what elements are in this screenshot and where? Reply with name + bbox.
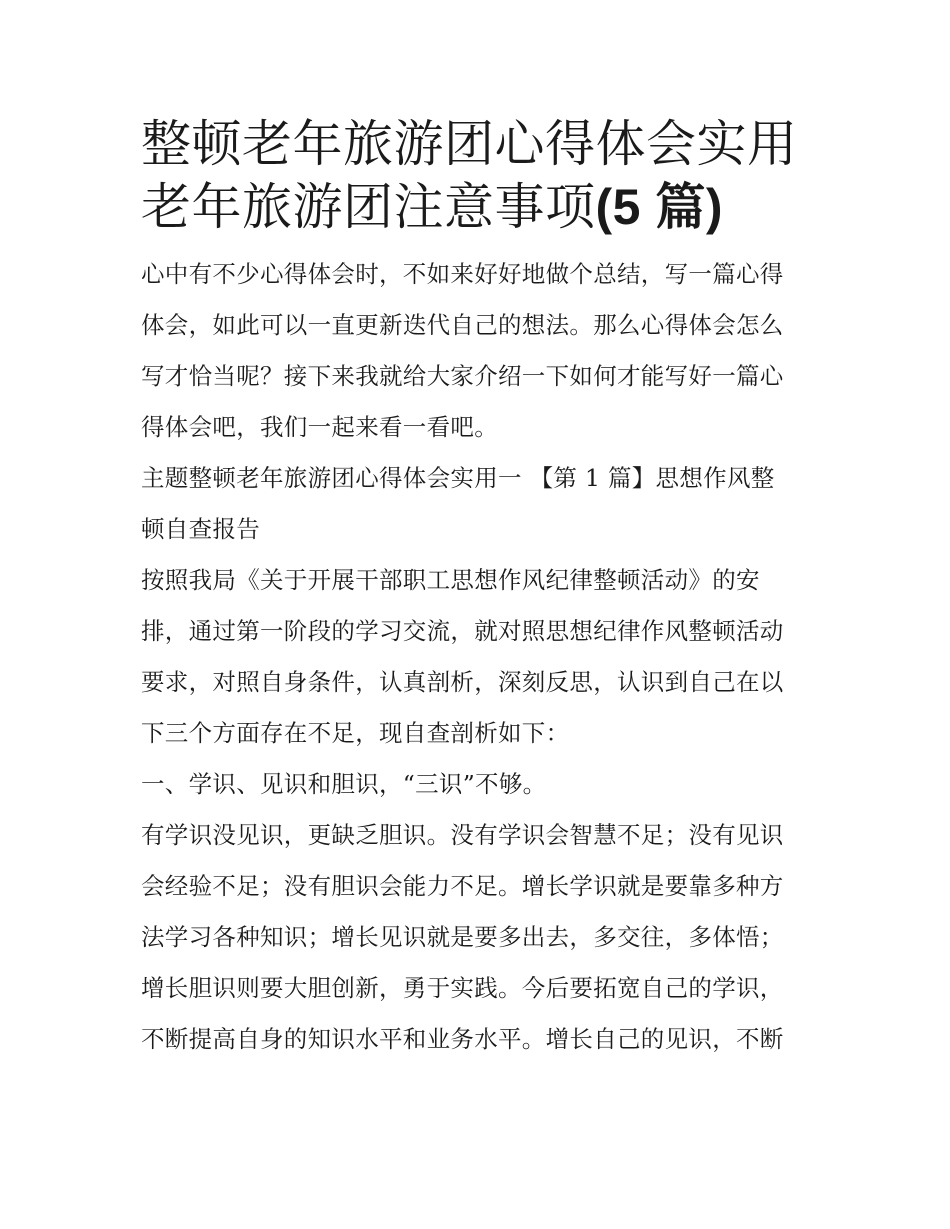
paragraph-line: 排，通过第一阶段的学习交流，就对照思想纪律作风整顿活动 <box>141 617 784 645</box>
section-heading-paragraph <box>141 453 813 555</box>
paragraph-line: 增长胆识则要大胆创新，勇于实践。今后要拓宽自己的学识， <box>141 974 784 1002</box>
report-intro-paragraph <box>141 555 813 759</box>
title-line-1: 整顿老年旅游团心得体会实用 <box>141 115 798 173</box>
body-paragraph <box>141 810 813 1065</box>
paragraph-line: 不断提高自身的知识水平和业务水平。增长自己的见识，不断 <box>141 1025 784 1053</box>
paragraph-line: 下三个方面存在不足，现自查剖析如下： <box>141 719 570 747</box>
paragraph-line: 要求，对照自身条件，认真剖析，深刻反思，认识到自己在以 <box>141 668 784 696</box>
paragraph-line: 一、学识、见识和胆识，“三识”不够。 <box>141 770 547 798</box>
paragraph-line: 心中有不少心得体会时，不如来好好地做个总结，写一篇心得 <box>141 260 784 288</box>
paragraph-line: 主题整顿老年旅游团心得体会实用一 【第 1 篇】思想作风整 <box>141 464 775 492</box>
paragraph-line: 按照我局《关于开展干部职工思想作风纪律整顿活动》的安 <box>141 566 760 594</box>
paragraph-line: 会经验不足；没有胆识会能力不足。增长学识就是要靠多种方 <box>141 872 784 900</box>
title-line-2-text: 老年旅游团注意事项 <box>141 178 596 236</box>
paragraph-line: 体会，如此可以一直更新迭代自己的想法。那么心得体会怎么 <box>141 311 784 339</box>
document-body <box>141 113 813 1065</box>
title-article-count: (5 篇) <box>595 179 723 235</box>
paragraph-line: 法学习各种知识；增长见识就是要多出去，多交往，多体悟； <box>141 923 784 951</box>
document-title <box>141 113 813 239</box>
paragraph-line: 有学识没见识，更缺乏胆识。没有学识会智慧不足；没有见识 <box>141 821 784 849</box>
title-line-2 <box>141 176 813 239</box>
paragraph-line: 得体会吧，我们一起来看一看吧。 <box>141 413 498 441</box>
intro-paragraph <box>141 249 813 453</box>
paragraph-line: 顿自查报告 <box>141 515 260 543</box>
paragraph-line: 写才恰当呢？接下来我就给大家介绍一下如何才能写好一篇心 <box>141 362 784 390</box>
subsection-heading <box>141 759 813 810</box>
